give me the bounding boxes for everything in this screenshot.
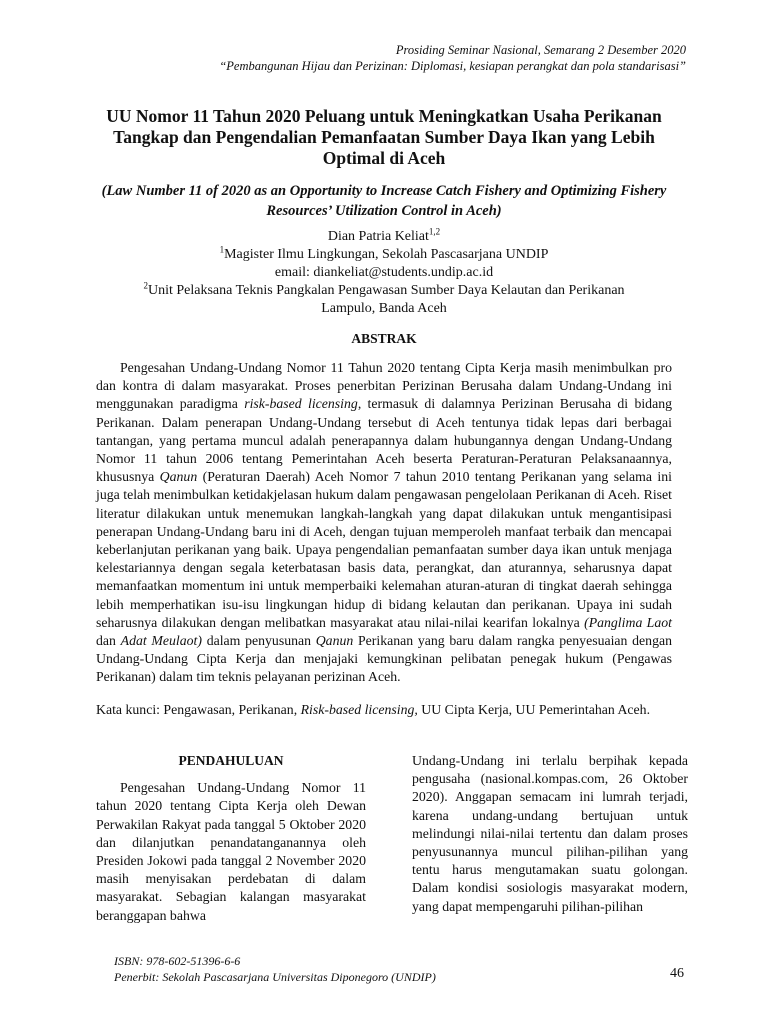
affiliation-1-text: Magister Ilmu Lingkungan, Sekolah Pascasarjana UNDIP [224, 247, 549, 262]
running-head-conference: Prosiding Seminar Nasional, Semarang 2 Desember 2020 [395, 43, 686, 57]
intro-paragraph-right: Undang-Undang ini terlalu berpihak kepada pengusaha (nasional.kompas.com, 26 Oktober 2020). Anggapan semacam ini lumrah terjadi, karena undang-undang bertujuan untuk melindungi nilai-nilai tertentu dan dalam proses penyusunannya muncul pilihan-pilihan yang tentu harus mengutamakan suatu golongan. Dalam kondisi sosiologis masyarakat modern, yang dapat mempengaruhi pilihan-pilihan [412, 753, 688, 914]
affiliation-2-superscript: 2 [143, 280, 148, 291]
abstract-paragraph [96, 359, 672, 687]
keywords-text: Kata kunci: Pengawasan, Perikanan, [96, 702, 301, 717]
abstract-text: , termasuk di dalamnya Perizinan Berusaha di bidang Perikanan. Dalam penerapan Undang-Undang tersebut di Aceh tentunya tidak lepas dari berbagai tantangan, yang pertama muncul adalah penerapannya dalam hubungannya dengan Undang-Undang Nomor 11 tahun 2006 tentang Pemerintahan Aceh beserta Peraturan-Peraturan Pelaksanaannya, khususnya [96, 396, 672, 485]
abstract-text: dalam penyusunan [201, 633, 316, 649]
affiliation-2 [96, 282, 672, 300]
author-line [96, 228, 672, 246]
keywords-italic: Risk-based licensing, [300, 702, 418, 717]
keywords [96, 701, 676, 719]
section-heading-pendahuluan: PENDAHULUAN [178, 753, 284, 768]
keywords-line [96, 701, 676, 719]
abstract-heading: ABSTRAK [351, 331, 417, 346]
affiliation-2-text: Unit Pelaksana Teknis Pangkalan Pengawasan Sumber Daya Kelautan dan Perikanan [147, 283, 625, 298]
abstract-italic-term: risk-based licensing [244, 396, 358, 412]
abstract-text: dan [96, 633, 121, 649]
abstract-italic-term: Adat Meulaot) [120, 633, 202, 649]
keywords-text: UU Cipta Kerja, UU Pemerintahan Aceh. [417, 702, 651, 717]
affiliation-2-location: Lampulo, Banda Aceh [321, 301, 447, 316]
footer-publisher: Penerbit: Sekolah Pascasarjana Universitas Diponegoro (UNDIP) [114, 970, 436, 984]
running-head-theme: “Pembangunan Hijau dan Perizinan: Diplomasi, kesiapan perangkat dan pola standarisasi” [219, 59, 686, 73]
intro-paragraph-left: Pengesahan Undang-Undang Nomor 11 tahun 2020 tentang Cipta Kerja oleh Dewan Perwakilan Rakyat pada tanggal 5 Oktober 2020 dan dilanjutkan penandatanganannya oleh Presiden Jokowi pada tanggal 2 November 2020 masih menyisakan perdebatan di dalam masyarakat. Sebagian kalangan masyarakat beranggapan bahwa [96, 780, 366, 923]
author-superscript: 1,2 [428, 226, 441, 237]
intro-column-right [412, 752, 688, 916]
affiliation-1-superscript: 1 [219, 244, 225, 255]
page-footer [114, 953, 436, 985]
abstract-italic-term: Qanun [159, 469, 198, 485]
abstract-body [96, 359, 672, 687]
abstract-text: (Peraturan Daerah) Aceh Nomor 7 tahun 2010 tentang Perikanan yang selama ini juga telah menimbulkan ketidakjelasan hukum dalam pengawasan pengelolaan Perikanan di Aceh. Riset literatur dilakukan untuk menemukan langkah-langkah yang dapat dilakukan untuk mengantisipasi penerapan Undang-Undang baru ini di Aceh, dengan tujuan memperoleh manfaat terbaik dan mencapai keberlanjutan perikanan yang baik. Upaya pengendalian pemanfaatan sumber daya ikan untuk menjaga kelestariannya dengan segala keterbatasan basis data, perangkat, dan aturannya, seharusnya dapat memanfaatkan momentum ini untuk memperbaiki kelemahan aturan-aturan di tingkat daerah sehingga lebih memperhatikan isu-isu lingkungan hidup di bidang kelautan dan perikanan. Upaya ini sudah seharusnya dilakukan dengan melibatkan masyarakat atau nilai-nilai kearifan lokalnya [96, 469, 673, 630]
abstract-italic-term: Qanun [315, 633, 354, 649]
author-name: Dian Patria Keliat [327, 229, 429, 244]
abstract-italic-term: (Panglima Laot [584, 614, 672, 630]
author-email: email: diankeliat@students.undip.ac.id [274, 265, 494, 280]
author-block [96, 228, 672, 318]
affiliation-1 [96, 246, 672, 264]
footer-isbn: ISBN: 978-602-51396-6-6 [114, 954, 241, 968]
paper-title: UU Nomor 11 Tahun 2020 Peluang untuk Meningkatkan Usaha Perikanan Tangkap dan Pengendalian Pemanfaatan Sumber Daya Ikan yang Lebih Optimal di Aceh [106, 106, 662, 168]
running-head [219, 42, 686, 74]
paper-subtitle: (Law Number 11 of 2020 as an Opportunity to Increase Catch Fishery and Optimizing Fishery Resources’ Utilization Control in Aceh) [101, 183, 667, 219]
abstract-text: Perikanan yang baru dalam rangka penyesuaian dengan Undang-Undang Cipta Kerja dan menjajaki kemungkinan pelibatan penegak hukum (Pengawas Perikanan) dalam tim teknis pelayanan perizinan Aceh. [96, 633, 672, 685]
page-number: 46 [670, 966, 684, 981]
intro-column-left [96, 752, 366, 925]
abstract-text: Pengesahan Undang-Undang Nomor 11 Tahun 2020 tentang Cipta Kerja masih menimbulkan pro dan kontra di dalam masyarakat. Proses penerbitan Perizinan Berusaha dalam Undang-Undang ini menggunakan paradigma [96, 360, 672, 412]
